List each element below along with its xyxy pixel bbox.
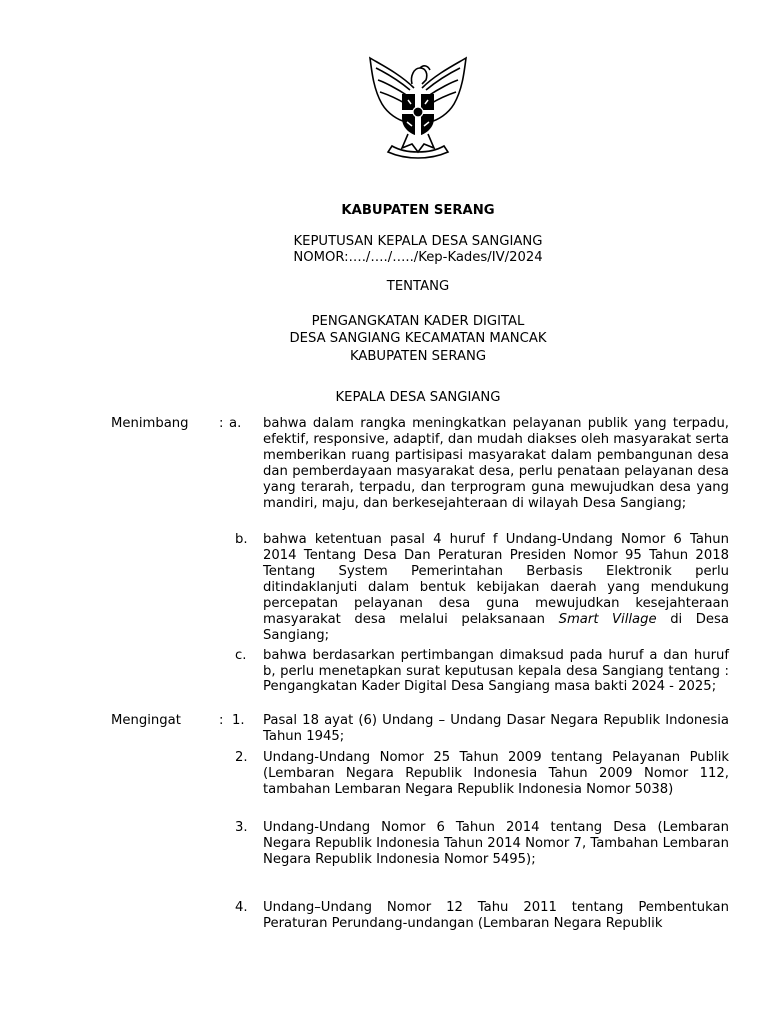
mengingat-label: Mengingat	[111, 713, 181, 728]
mengingat-item-4: Undang–Undang Nomor 12 Tahu 2011 tentang Pembentukan Peraturan Perundang-undangan (Lembaran Negara Republik	[263, 900, 729, 931]
mengingat-item-1: Pasal 18 ayat (6) Undang – Undang Dasar Negara Republik Indonesia Tahun 1945;	[263, 713, 729, 744]
mengingat-item-2: Undang-Undang Nomor 25 Tahun 2009 tentang Pelayanan Publik (Lembaran Negara Republik Indonesia Tahun 2009 Nomor 112, tambahan Lembaran Negara Republik Indonesia Nomor 5038)	[263, 750, 729, 797]
subject-line-1: PENGANGKATAN KADER DIGITAL	[311, 314, 525, 329]
about-heading: TENTANG	[386, 279, 450, 294]
mengingat-marker-4: 4.	[235, 900, 248, 915]
menimbang-label: Menimbang	[111, 416, 189, 431]
menimbang-item-c: bahwa berdasarkan pertimbangan dimaksud pada huruf a dan huruf b, perlu menetapkan surat keputusan kepala desa Sangiang tentang : Pengangkatan Kader Digital Desa Sangiang masa bakti 2024 - 2025;	[263, 648, 729, 694]
mengingat-marker-3: 3.	[235, 820, 248, 835]
menimbang-item-a: bahwa dalam rangka meningkatkan pelayanan publik yang terpadu, efektif, responsive, adaptif, dan mudah diakses oleh masyarakat serta memberikan ruang partisipasi masyarakat dalam pembangunan desa dan pemberdayaan masyarakat desa, perlu penataan pelayanan desa yang terarah, terpadu, dan terprogram guna mewujudkan desa yang mandiri, maju, dan berkesejahteraan di wilayah Desa Sangiang;	[263, 416, 729, 511]
mengingat-marker-2: 2.	[235, 750, 248, 765]
menimbang-item-b-text: bahwa ketentuan pasal 4 huruf f Undang-Undang Nomor 6 Tahun 2014 Tentang Desa Dan Peraturan Presiden Nomor 95 Tahun 2018 Tentang System Pemerintahan Berbasis Elektronik perlu ditindaklanjuti dalam bentuk kebijakan daerah yang mendukung percepatan pelayanan desa guna mewujudkan kesejahteraan masyarakat desa melalui pelaksanaan	[263, 532, 729, 627]
menimbang-marker-a: a.	[229, 416, 242, 431]
issuer-heading: KEPALA DESA SANGIANG	[335, 390, 501, 405]
mengingat-colon: :	[219, 713, 224, 728]
menimbang-item-b-suffix: di Desa Sangiang;	[263, 612, 729, 643]
garuda-emblem-icon	[362, 54, 474, 162]
mengingat-marker-1: 1.	[232, 713, 245, 728]
subject-line-2: DESA SANGIANG KECAMATAN MANCAK	[289, 331, 547, 346]
menimbang-marker-c: c.	[235, 648, 247, 663]
subject-line-3: KABUPATEN SERANG	[349, 349, 487, 364]
smart-village-term: Smart Village	[558, 612, 657, 627]
mengingat-item-3: Undang-Undang Nomor 6 Tahun 2014 tentang Desa (Lembaran Negara Republik Indonesia Tahun 2014 Nomor 7, Tambahan Lembaran Negara Republik Indonesia Nomor 5495);	[263, 820, 729, 867]
menimbang-marker-b: b.	[235, 532, 248, 547]
decree-title: KEPUTUSAN KEPALA DESA SANGIANG	[293, 234, 543, 249]
decree-number: NOMOR:…./…./…../Kep-Kades/IV/2024	[293, 250, 543, 265]
menimbang-item-b	[263, 532, 729, 644]
menimbang-colon: :	[219, 416, 224, 431]
regency-title: KABUPATEN SERANG	[341, 203, 495, 218]
